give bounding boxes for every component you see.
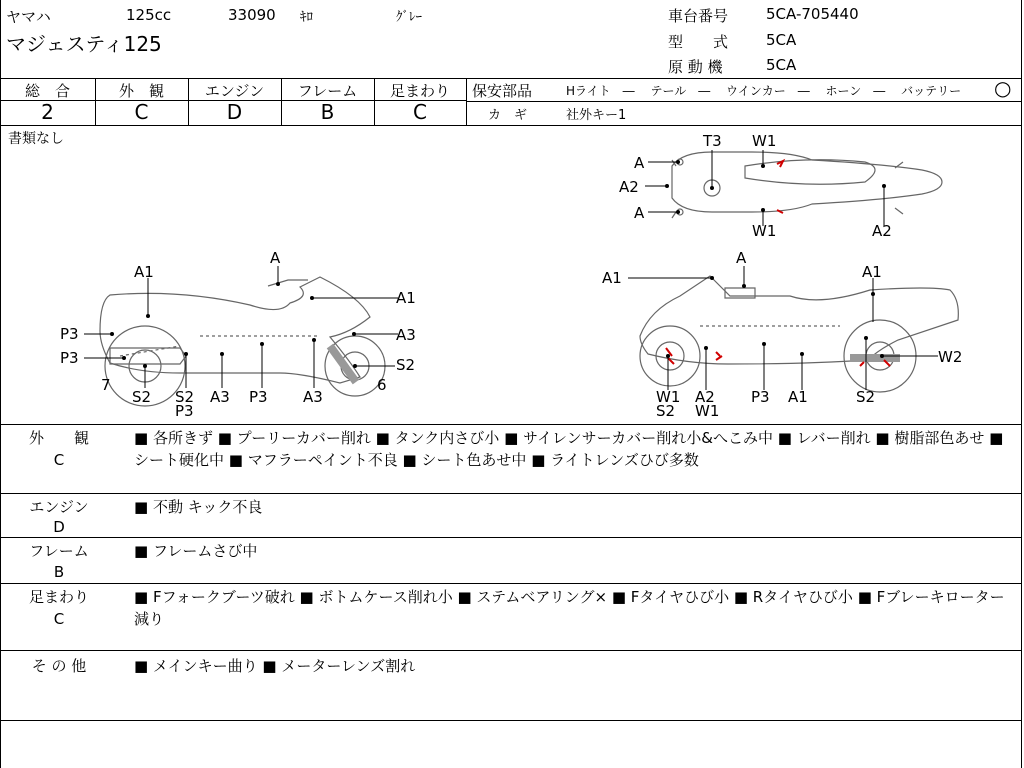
engine-value: 5CA — [766, 56, 797, 74]
diagram-label-left: A3 — [396, 326, 416, 344]
right-side-view-outline — [640, 276, 958, 392]
note-text-engine: ■ 不動 キック不良 — [134, 498, 263, 516]
note-text-other: ■ メインキー曲り ■ メーターレンズ割れ — [134, 657, 416, 675]
diagram-label-left: A1 — [396, 289, 416, 307]
diagram-label-right: P3 — [751, 388, 770, 406]
diagram-label-right: S2 — [656, 402, 676, 420]
note-label-engine: エンジン — [29, 498, 89, 516]
safety-label: 保安部品 — [472, 82, 533, 100]
grade-value-frame: B — [320, 100, 335, 124]
diagram-label-left: P3 — [249, 388, 268, 406]
color: ｸﾞﾚｰ — [396, 10, 422, 25]
diagram-label-left: A3 — [210, 388, 230, 406]
note-text-frame: ■ フレームさび中 — [134, 542, 258, 560]
grade-value-suspension: C — [413, 100, 427, 124]
diagram-label-left: S2 — [175, 388, 195, 406]
grade-header-exterior: 外 観 — [118, 82, 164, 100]
documents-note: 書類なし — [8, 131, 64, 147]
mileage-unit: ｷﾛ — [300, 10, 313, 25]
note-label-suspension: 足まわり — [28, 588, 89, 606]
note-label-exterior: 外 観 — [28, 429, 89, 447]
grade-header-frame: フレーム — [297, 82, 358, 100]
diagram-label-right: W2 — [938, 348, 963, 366]
safety-items: Hライト ― テール ― ウインカー ― ホーン ― バッテリー — [566, 84, 962, 98]
diagram-label-left: 7 — [101, 376, 111, 394]
diagram-label-left: A3 — [303, 388, 323, 406]
diagram-label-right: A — [736, 249, 747, 267]
battery-mark: ○ — [994, 76, 1012, 100]
mileage: 33090 — [228, 6, 276, 24]
left-side-view-outline — [100, 277, 385, 406]
grade-header-suspension: 足まわり — [389, 82, 450, 100]
displacement: 125cc — [126, 6, 172, 24]
grade-header-overall: 総 合 — [24, 82, 70, 100]
diagram-label-left: P3 — [60, 349, 79, 367]
note-grade-exterior: C — [53, 451, 65, 469]
diagram-label-right: A1 — [862, 263, 882, 281]
grade-value-exterior: C — [134, 100, 149, 124]
diagram-label-right: S2 — [856, 388, 876, 406]
diagram-label-left: A — [270, 249, 281, 267]
damage-marks — [666, 161, 890, 366]
key-value: 社外キー1 — [566, 108, 627, 123]
type-label: 型 式 — [668, 33, 729, 51]
grade-header-engine: エンジン — [204, 82, 265, 100]
diagram-label-right: A1 — [602, 269, 622, 287]
engine-label: 原 動 機 — [668, 58, 723, 76]
diagram-label-left: A1 — [134, 263, 154, 281]
diagram-label-left: P3 — [60, 325, 79, 343]
grade-value-engine: D — [226, 100, 243, 124]
diagram-label-left: S2 — [132, 388, 152, 406]
chassis-value: 5CA-705440 — [766, 5, 859, 23]
diagram-label-left: P3 — [175, 402, 194, 420]
diagram-label-right: A2 — [695, 388, 715, 406]
model-name: マジェスティ125 — [6, 32, 162, 56]
grade-value-overall: 2 — [41, 100, 54, 124]
note-grade-engine: D — [53, 518, 65, 536]
note-text-exterior: ■ 各所きず ■ プーリーカバー削れ ■ タンク内さび小 ■ サイレンサーカバー削れ小&へこみ中 ■ レバー削れ ■ 樹脂部色あせ ■ シート硬化中 ■ マフラーペイント不良 ■ シート色あせ中 ■ ライトレンズひび多数 — [134, 429, 1004, 469]
note-text-suspension: ■ Fフォークブーツ破れ ■ ボトムケース削れ小 ■ ステムベアリング× ■ Fタイヤひび小 ■ Rタイヤひび小 ■ Fブレーキローター減り — [134, 588, 1005, 628]
diagram-label-right: W1 — [656, 388, 681, 406]
note-label-other: そ の 他 — [31, 657, 87, 675]
maker: ヤマハ — [6, 8, 51, 26]
diagram-label-right: A1 — [788, 388, 808, 406]
key-label: カ ギ — [488, 108, 528, 123]
type-value: 5CA — [766, 31, 797, 49]
diagram-label-top: A2 — [619, 178, 639, 196]
note-grade-suspension: C — [53, 610, 65, 628]
diagram-label-left: 6 — [377, 376, 387, 394]
chassis-label: 車台番号 — [668, 7, 729, 25]
damage-diagram — [0, 126, 1021, 424]
diagram-label-right: W1 — [695, 402, 720, 420]
diagram-label-top: T3 — [703, 132, 722, 150]
diagram-label-top: A2 — [872, 222, 892, 240]
note-label-frame: フレーム — [29, 542, 89, 560]
note-grade-frame: B — [53, 563, 65, 581]
diagram-label-left: S2 — [396, 356, 416, 374]
diagram-label-top: W1 — [752, 222, 777, 240]
diagram-label-top: W1 — [752, 132, 777, 150]
diagram-label-top: A — [634, 204, 645, 222]
diagram-label-top: A — [634, 154, 645, 172]
